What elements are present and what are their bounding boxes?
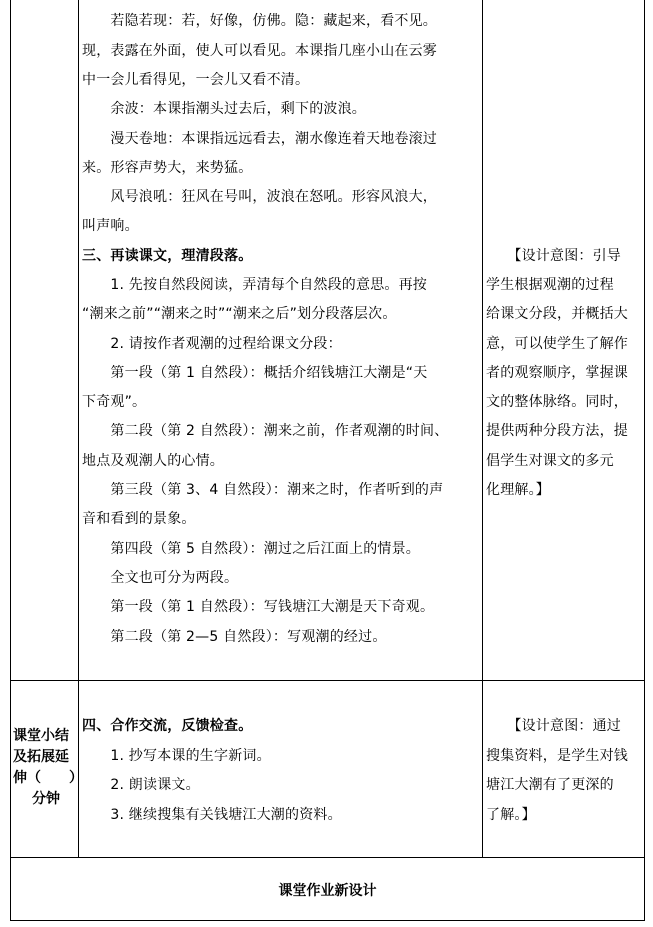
border-col2 (482, 0, 483, 857)
note-line: 文的整体脉络。同时， (486, 394, 628, 410)
note-line: 意，可以使学生了解作 (486, 336, 628, 352)
text-line: 第四段（第 5 自然段）：潮过之后江面上的情景。 (82, 541, 421, 557)
text-line: 漫天卷地：本课指远远看去，潮水像连着天地卷滚过 (82, 131, 437, 147)
text-line: 第三段（第 3、4 自然段）：潮来之时，作者听到的声 (82, 482, 444, 498)
text-line: “潮来之前”“潮来之时”“潮来之后”划分段落层次。 (82, 306, 397, 322)
note-line: 学生根据观潮的过程 (486, 277, 614, 293)
text-line: 第二段（第 2—5 自然段）：写观潮的经过。 (82, 629, 387, 645)
side-label-line: 及拓展延 (13, 749, 69, 765)
text-line: 余波：本课指潮头过去后，剩下的波浪。 (82, 101, 366, 117)
text-line: 全文也可分为两段。 (82, 570, 239, 586)
note-line: 者的观察顺序，掌握课 (486, 365, 628, 381)
text-line: 3. 继续搜集有关钱塘江大潮的资料。 (82, 807, 342, 823)
side-label-line: 分钟 (32, 791, 60, 807)
border-left (10, 0, 11, 920)
text-line: 风号浪吼：狂风在号叫，波浪在怒吼。形容风浪大， (82, 189, 437, 205)
note-line: 了解。】 (486, 807, 536, 823)
side-label-line: 课堂小结 (13, 728, 69, 744)
text-line: 第二段（第 2 自然段）：潮来之前，作者观潮的时间、 (82, 423, 449, 439)
text-line: 1. 先按自然段阅读，弄清每个自然段的意思。再按 (82, 277, 428, 293)
text-line: 下奇观”。 (82, 394, 147, 410)
note-line: 塘江大潮有了更深的 (486, 777, 614, 793)
text-line: 地点及观潮人的心情。 (82, 453, 224, 469)
row-divider-1 (10, 680, 645, 681)
note-line: 搜集资料，是学生对钱 (486, 748, 628, 764)
text-line: 来。形容声势大，来势猛。 (82, 160, 253, 176)
border-bottom (10, 920, 645, 921)
row-divider-2 (10, 857, 645, 858)
note-line: 倡学生对课文的多元 (486, 453, 614, 469)
note-line: 给课文分段，并概括大 (486, 306, 628, 322)
text-line: 叫声响。 (82, 218, 139, 234)
note-line: 提供两种分段方法，提 (486, 423, 628, 439)
section-heading-3: 三、再读课文，理清段落。 (82, 248, 253, 264)
text-line: 第一段（第 1 自然段）：概括介绍钱塘江大潮是“天 (82, 365, 428, 381)
section-heading-4: 四、合作交流，反馈检查。 (82, 718, 253, 734)
text-line: 2. 朗读课文。 (82, 777, 200, 793)
side-label (13, 726, 83, 810)
text-line: 中一会儿看得见，一会儿又看不清。 (82, 72, 310, 88)
side-label-line: 伸（ ） (13, 770, 83, 786)
note-line: 【设计意图：通过 (486, 718, 621, 734)
footer-title: 课堂作业新设计 (278, 883, 377, 899)
text-line: 第一段（第 1 自然段）：写钱塘江大潮是天下奇观。 (82, 599, 435, 615)
text-line: 1. 抄写本课的生字新词。 (82, 748, 271, 764)
note-line: 化理解。】 (486, 482, 550, 498)
text-line: 音和看到的景象。 (82, 511, 196, 527)
note-line: 【设计意图：引导 (486, 248, 621, 264)
text-line: 2. 请按作者观潮的过程给课文分段： (82, 336, 342, 352)
text-line: 现，表露在外面，使人可以看见。本课指几座小山在云雾 (82, 43, 437, 59)
text-line: 若隐若现：若，好像，仿佛。隐：藏起来，看不见。 (82, 13, 437, 29)
border-right (644, 0, 645, 920)
